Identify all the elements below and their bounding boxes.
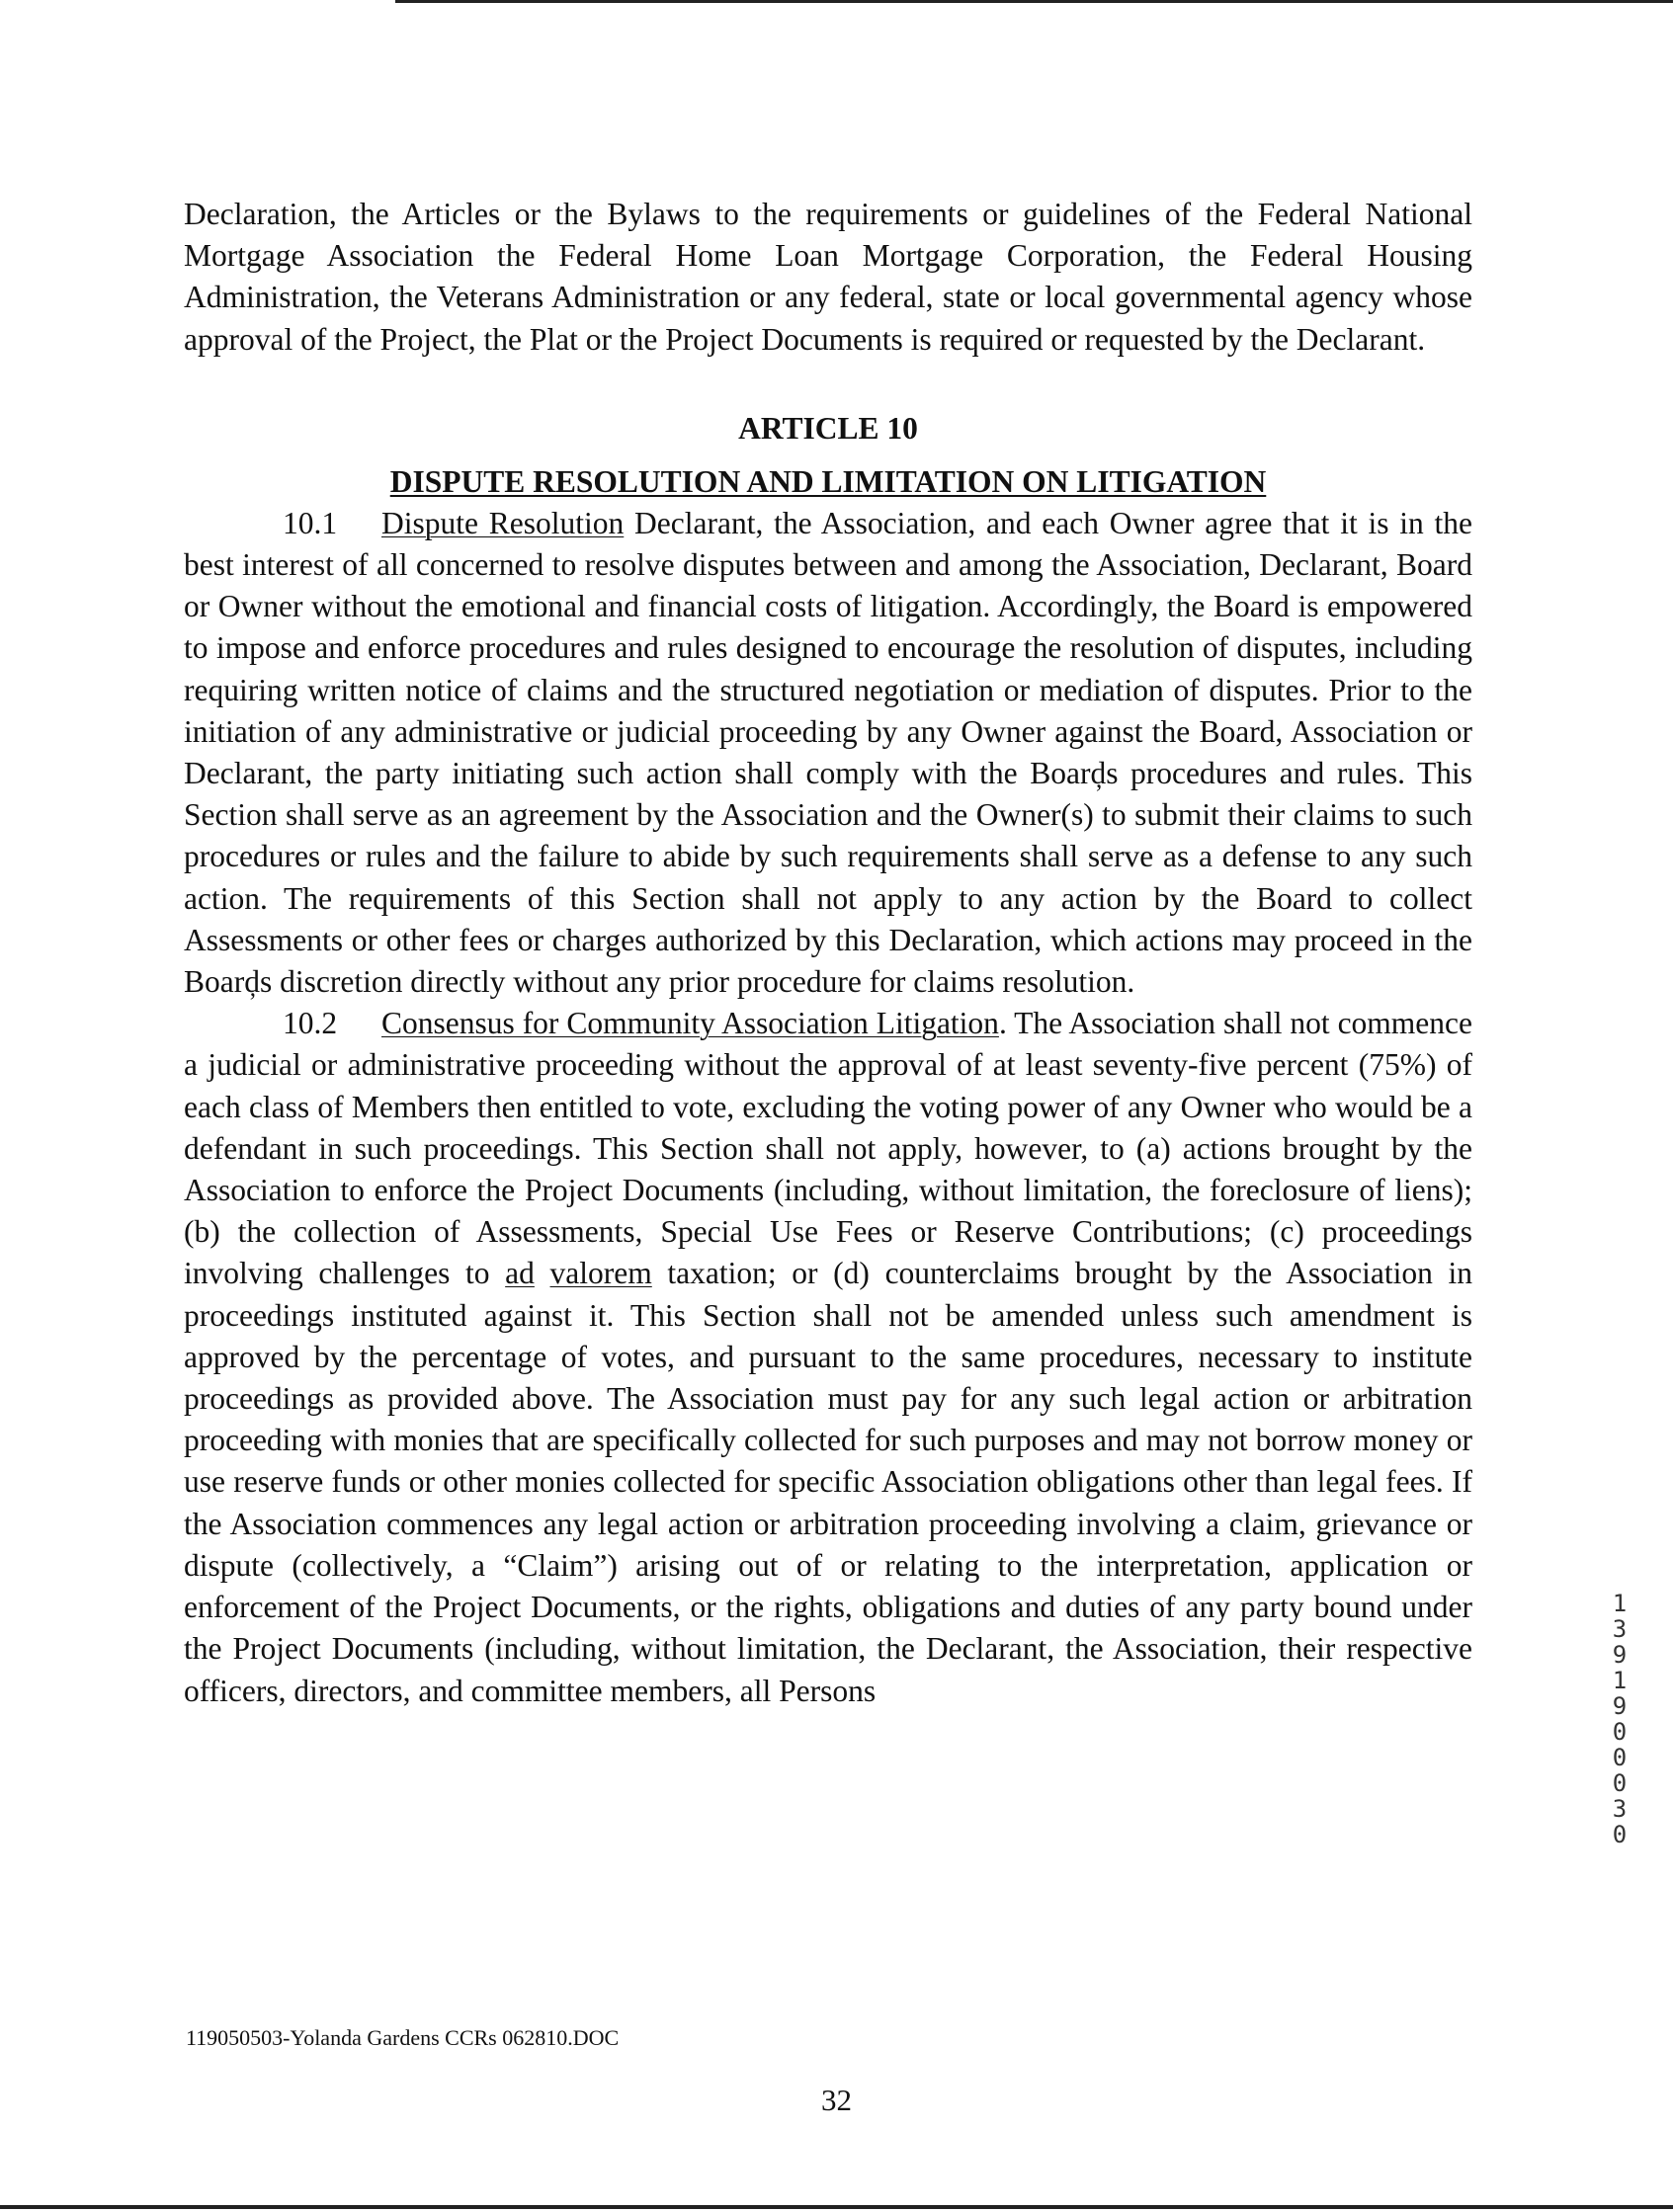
section-10-1-heading: Dispute Resolution xyxy=(381,505,625,540)
article-number: ARTICLE 10 xyxy=(738,410,918,446)
latin-term-valorem: valorem xyxy=(549,1256,652,1291)
section-10-2 xyxy=(184,1003,1472,1711)
section-10-1-number: 10.1 xyxy=(283,505,338,540)
scan-edge-top xyxy=(395,0,1673,3)
page-number: 32 xyxy=(821,2083,852,2117)
section-10-1-text: Declarant, the Association, and each Owner agree that it is in the best interest of all concerned to resolve disputes between and among the Association, Declarant, Board or Owner without the emotional and financial costs of litigation. Accordingly, the Board is empowered to impose and enforce procedures and rules designed to encourage the resolution of disputes, including requiring written notice of claims and the structured negotiation or mediation of disputes. Prior to the initiation of any administrative or judicial proceeding by any Owner against the Board, Association or Declarant, the party initiating such action shall comply with the Boarḑs procedures and rules. This Section shall serve as an agreement by the Association and the Owner(s) to submit their claims to such procedures or rules and the failure to abide by such requirements shall serve as a defense to any such action. The requirements of this Section shall not apply to any action by the Board to collect Assessments or other fees or charges authorized by this Declaration, which actions may proceed in the Boarḑs discretion directly without any prior procedure for claims resolution. xyxy=(184,505,1473,1000)
section-10-2-number: 10.2 xyxy=(283,1006,338,1041)
document-page xyxy=(184,194,1472,1712)
section-10-1 xyxy=(184,503,1472,1003)
section-10-2-text-after: taxation; or (d) counterclaims brought by the Association in proceedings instituted against it. This Section shall not be amended unless such amendment is approved by the percentage of votes, and pursuant to the same procedures, necessary to institute proceedings as provided above. The Association must pay for any such legal action or arbitration proceeding with monies that are specifically collected for such purposes and may not borrow money or use reserve funds or other monies collected for specific Association obligations other than legal fees. If the Association commences any legal action or arbitration proceeding involving a claim, grievance or dispute (collectively, a “Claim”) arising out of or relating to the interpretation, application or enforcement of the Project Documents, or the rights, obligations and duties of any party bound under the Project Documents (including, without limitation, the Declarant, the Association, their respective officers, directors, and committee members, all Persons xyxy=(184,1256,1472,1708)
section-10-2-heading: Consensus for Community Association Litigation xyxy=(381,1006,999,1041)
intro-paragraph: Declaration, the Articles or the Bylaws to the requirements or guidelines of the Federal National Mortgage Association the Federal Home Loan Mortgage Corporation, the Federal Housing Administration, the Veterans Administration or any federal, state or local governmental agency whose approval of the Project, the Plat or the Project Documents is required or requested by the Declarant. xyxy=(184,197,1472,357)
scan-edge-bottom xyxy=(0,2205,1673,2209)
footer-document-id: 119050503-Yolanda Gardens CCRs 062810.DOC xyxy=(186,2025,620,2050)
latin-term-ad: ad xyxy=(505,1256,535,1291)
article-title: DISPUTE RESOLUTION AND LIMITATION ON LITIGATION xyxy=(389,463,1267,499)
section-10-2-text-before: . The Association shall not commence a judicial or administrative proceeding without the approval of at least seventy-five percent (75%) of each class of Members then entitled to vote, excluding the voting power of any Owner who would be a defendant in such proceedings. This Section shall not apply, however, to (a) actions brought by the Association to enforce the Project Documents (including, without limitation, the foreclosure of liens); (b) the collection of Assessments, Special Use Fees or Reserve Contributions; (c) proceedings involving challenges to xyxy=(184,1006,1472,1291)
recording-stamp: 1391900030 xyxy=(1612,1590,1628,1848)
